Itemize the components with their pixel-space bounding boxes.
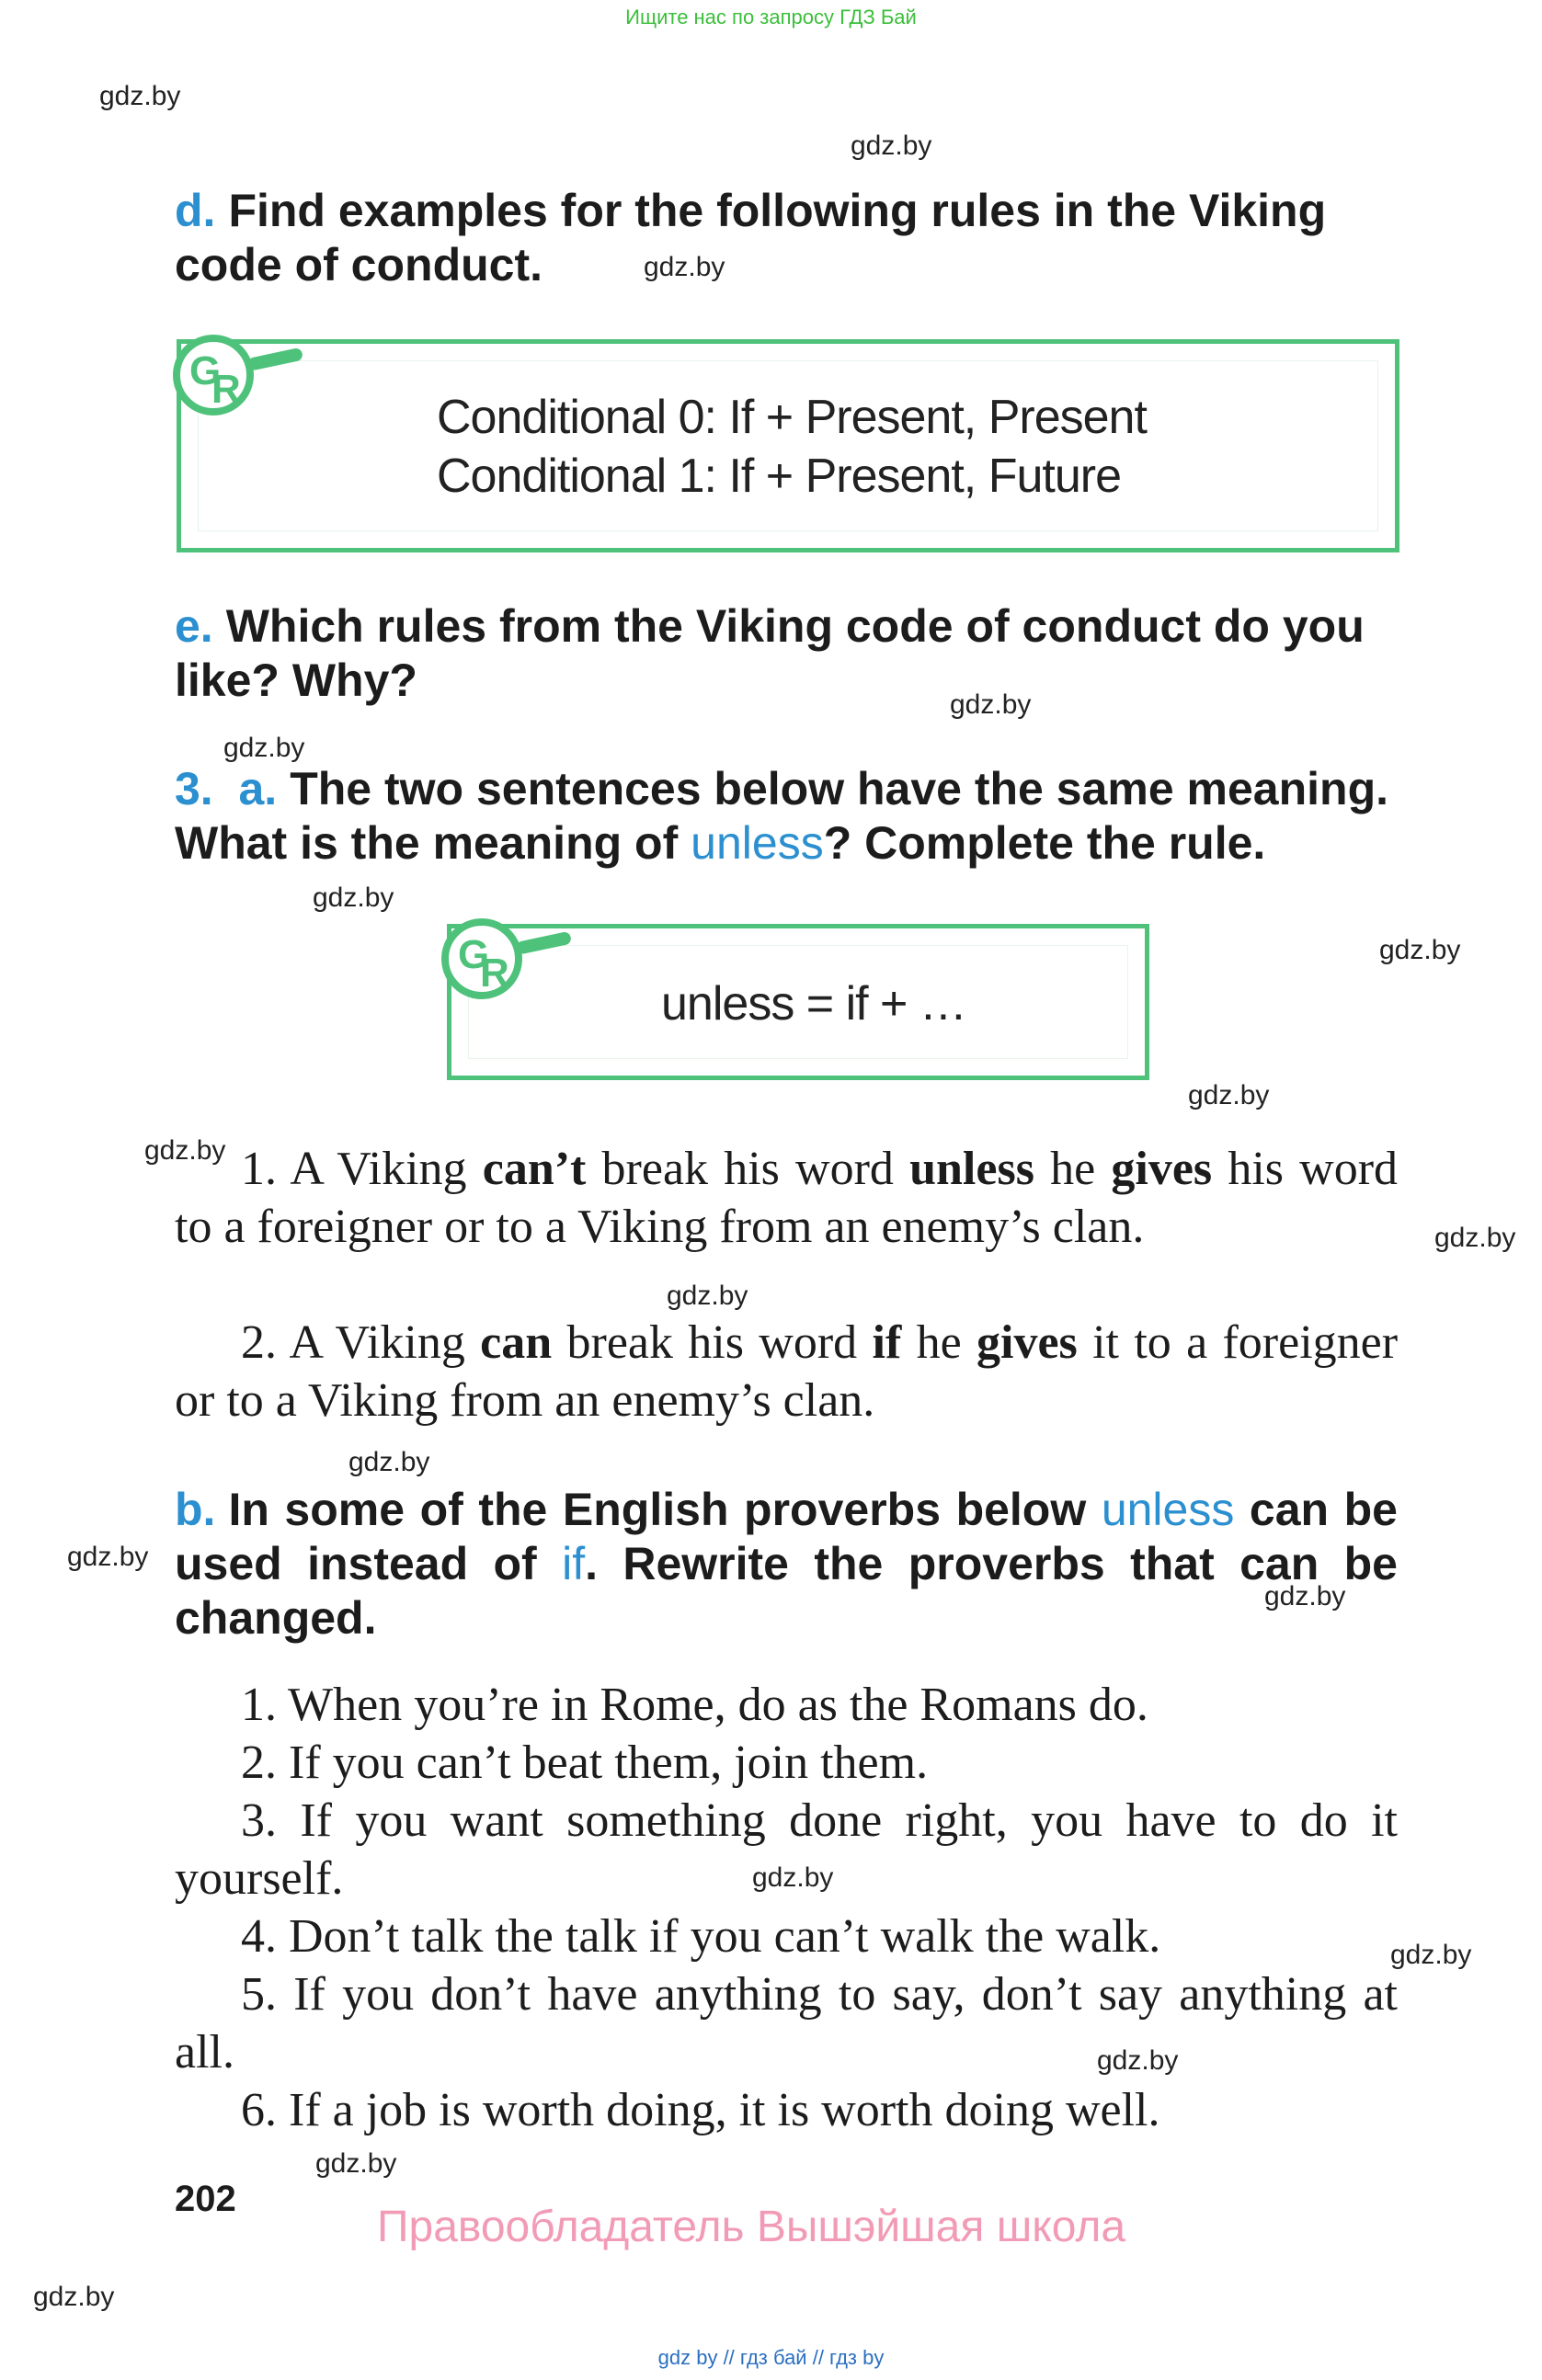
proverb-item: 4. Don’t talk the talk if you can’t walk the walk. — [241, 1910, 1161, 1963]
proverb-item: 2. If you can’t beat them, join them. — [241, 1737, 929, 1789]
task-b-text-2: can be used instead of — [175, 1484, 1398, 1589]
sentence-2-number: 2. — [241, 1316, 277, 1369]
sentence-bold: gives — [1111, 1143, 1213, 1195]
watermark: gdz.by — [1379, 935, 1461, 965]
svg-text:G: G — [189, 348, 222, 393]
proverb-item: 5. If you don’t have anything to say, don’t say anything at all. — [175, 1968, 1398, 2078]
sentence-text: A Viking — [289, 1316, 465, 1369]
watermark: gdz.by — [313, 883, 394, 913]
task-3a-text-1: The two sentences below have the same meaning. What is the meaning of — [175, 763, 1389, 869]
task-3a-letter: a. — [238, 763, 278, 814]
watermark: gdz.by — [33, 2282, 115, 2312]
proverb-item: 6. If a job is worth doing, it is worth doing well. — [241, 2084, 1160, 2136]
watermark: gdz.by — [144, 1135, 226, 1166]
keyword-unless: unless — [1101, 1484, 1235, 1535]
sentence-bold: can — [480, 1316, 553, 1369]
watermark: gdz.by — [752, 1862, 834, 1893]
sentence-2 — [175, 1314, 1398, 1429]
sentence-text: he — [916, 1316, 962, 1369]
task-e-letter: e. — [175, 600, 213, 652]
sentence-1-number: 1. — [241, 1143, 277, 1195]
watermark: gdz.by — [1097, 2045, 1179, 2076]
sentence-text: break his word — [601, 1143, 894, 1195]
task-3a-text-2: ? Complete the rule. — [823, 817, 1266, 869]
sentence-text: break his word — [566, 1316, 858, 1369]
grammar-magnifier-icon — [171, 331, 327, 423]
task-e-text: Which rules from the Viking code of conduct do you like? Why? — [175, 600, 1365, 706]
watermark: gdz.by — [1390, 1940, 1472, 1970]
svg-text:R: R — [211, 367, 241, 412]
task-3-number: 3. — [175, 763, 213, 814]
keyword-unless: unless — [691, 817, 824, 869]
watermark: gdz.by — [348, 1447, 430, 1477]
task-b — [175, 1483, 1398, 1646]
task-d-letter: d. — [175, 185, 216, 236]
sentence-bold: unless — [909, 1143, 1034, 1195]
watermark: gdz.by — [1434, 1223, 1516, 1253]
keyword-if: if — [562, 1538, 586, 1589]
watermark: gdz.by — [667, 1281, 748, 1311]
svg-text:R: R — [480, 951, 509, 996]
grammar-magnifier-icon — [440, 915, 596, 1007]
grammar-rule-line-2: Conditional 1: If + Present, Future — [437, 450, 1121, 503]
watermark: gdz.by — [67, 1542, 149, 1572]
page-number: 202 — [175, 2179, 236, 2219]
watermark: gdz.by — [223, 733, 305, 763]
task-b-text-1: In some of the English proverbs below — [228, 1484, 1087, 1535]
task-e — [175, 599, 1388, 708]
sentence-1 — [175, 1140, 1398, 1256]
grammar-rule-line-1: Conditional 0: If + Present, Present — [437, 391, 1147, 444]
sentence-text: he — [1050, 1143, 1096, 1195]
top-banner: Ищите нас по запросу ГДЗ Бай — [625, 6, 917, 28]
sentence-bold: gives — [977, 1316, 1078, 1369]
task-b-text-3: . Rewrite the proverbs that can be changed. — [175, 1538, 1398, 1644]
proverb-item: 3. If you want something done right, you have to do it yourself. — [175, 1794, 1398, 1905]
sentence-text: it to a foreigner or to a Viking from an enemy’s clan. — [175, 1316, 1399, 1427]
task-b-letter: b. — [175, 1484, 216, 1535]
sentence-bold: can’t — [482, 1143, 587, 1195]
watermark: gdz.by — [1188, 1080, 1270, 1110]
grammar-rule-unless: unless = if + … — [661, 977, 966, 1031]
task-d-text: Find examples for the following rules in the Viking code of conduct. — [175, 185, 1327, 290]
watermark: gdz.by — [315, 2148, 397, 2179]
proverb-item: 1. When you’re in Rome, do as the Romans do. — [241, 1679, 1148, 1731]
watermark: gdz.by — [950, 689, 1032, 720]
watermark: gdz.by — [851, 131, 932, 161]
sentence-bold: if — [872, 1316, 902, 1369]
task-d — [175, 184, 1388, 292]
sentence-text: his word to a foreigner or to a Viking from an enemy’s clan. — [175, 1143, 1399, 1253]
svg-text:G: G — [458, 932, 490, 977]
watermark: gdz.by — [1264, 1581, 1346, 1611]
watermark: gdz.by — [644, 252, 725, 282]
copyright-note: Правообладатель Вышэйшая школа — [377, 2203, 1126, 2251]
task-3a — [175, 762, 1398, 871]
watermark: gdz.by — [99, 81, 181, 111]
sentence-text: A Viking — [290, 1143, 467, 1195]
grammar-box-conditionals — [177, 339, 1399, 552]
footer-links: gdz by // гдз бай // гдз by — [657, 2346, 885, 2369]
